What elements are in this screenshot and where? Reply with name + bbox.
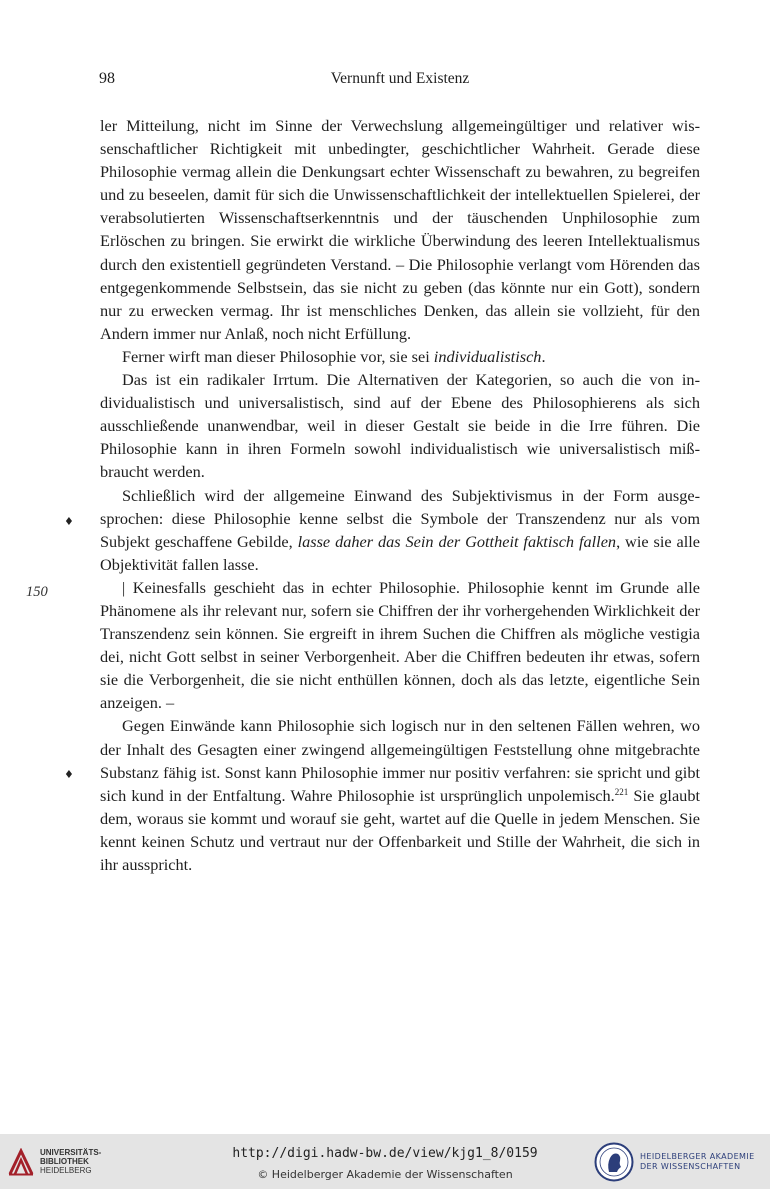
academy-seal-icon [594,1142,634,1182]
page-number: 98 [99,70,115,87]
diamond-marker-icon: ♦ [64,515,74,528]
source-url-link[interactable]: http://digi.hadw-bw.de/view/kjg1_8/0159 [232,1146,538,1161]
academy-name: HEIDELBERGER AKADEMIE DER WISSENSCHAFTEN [640,1152,755,1171]
running-title: Vernunft und Existenz [330,70,470,87]
italic-term: individualistisch [433,346,542,366]
paragraph: | Keinesfalls geschieht das in echter Philosophie. Philosophie kennt im Grunde alle Phänomene als ihr relevant nur, sofern sie Chiffren der ihr vorhergehenden Wirklichkeit der Transzendenz sein können. Sie ergreift in ihrem Suchen die Chiffren als mögliche vestigia dei, nicht Gott selbst in seiner Verborgenheit. Aber die Chiffren bedeuten ihr etwas, sofern sie die Verborgenheit, die sie nicht enthüllen können, doch als das letzte, eigentliche Sein anzeigen. – [100,577,700,713]
paragraph: Das ist ein radikaler Irrtum. Die Alternativen der Kategorien, so auch die von individualistisch und universalistisch, sind auf der Ebene des Philosophierens als sich ausschließende unanwendbar, weil in dieser Gestalt sie beide in die Irre führen. Die Philosophie kann in ihren Formeln sowohl individualistisch wie universalistisch mißbraucht werden. [100,370,700,482]
paragraph: Ferner wirft man dieser Philosophie vor, sie sei individualistisch. [122,346,546,366]
paragraph: Gegen Einwände kann Philosophie sich logisch nur in den seltenen Fällen wehren, wo der Inhalt des Gesagten einer zwingend allgemeingültigen Feststellung ohne mitgebrachte Substanz fähig ist. Sonst kann Philosophie immer nur positiv verfahren: sie spricht und gibt sich kund in der Entfaltung. Wahre Philosophie ist ursprünglich unpolemisch.$^{221}$ Sie glaubt dem, woraus sie kommt und worauf sie geht, wartet auf die Quelle in jedem Menschen. Sie kennt keinen Schutz und vertraut nur der Offenbarkeit und Stille der Wahrheit, die sich in ihr ausspricht. [100,716,700,874]
copyright-notice: © Heidelberger Akademie der Wissenschaften [257,1168,513,1181]
paragraph: ler Mitteilung, nicht im Sinne der Verwechslung allgemeingültiger und relativer wissenschaftlicher Richtigkeit mit unbedingter, geschichtlicher Wahrheit. Gerade diese Philosophie vermag allein die Denkungsart echter Wissenschaft zu bewahren, zu begreifen und zu beseelen, damit für sich die Unwissenschaftlichkeit der intellektuellen Spielerei, der verabsolutierten Wissenschaftserkenntnis und der täuschenden Unphilosophie zum Erlöschen zu bringen. Sie erwirkt die wirkliche Überwindung des leeren Intellektualismus durch den existentiell gegründeten Verstand. – Die Philosophie verlangt vom Hörenden das entgegenkommende Selbstsein, das sie nicht zu geben (das könnte nur ein Gott), sondern nur zu erwecken vermag. Ihr ist menschliches Denken, das allein sie vollzieht, für den Andern immer nur Anlaß, noch nicht Erfüllung. [100,116,700,343]
footer-bar [0,1134,770,1189]
university-library-name: UNIVERSITÄTS- BIBLIOTHEK HEIDELBERG [40,1148,102,1175]
paragraph: Schließlich wird der allgemeine Einwand des Subjektivismus in der Form ausgesprochen: diese Philosophie kenne selbst die Symbole der Transzendenz nur als vom Subjekt geschaffene Gebilde, lasse daher das Sein der Gottheit faktisch fallen, wie sie alle Objektivität fallen lasse. [100,485,701,574]
diamond-marker-icon: ♦ [64,768,74,781]
italic-phrase: lasse daher das Sein der Gottheit faktisch fallen [297,531,617,551]
body-text [100,114,700,876]
footnote-reference[interactable]: 221 [614,786,629,797]
margin-page-marker: 150 [26,584,48,600]
